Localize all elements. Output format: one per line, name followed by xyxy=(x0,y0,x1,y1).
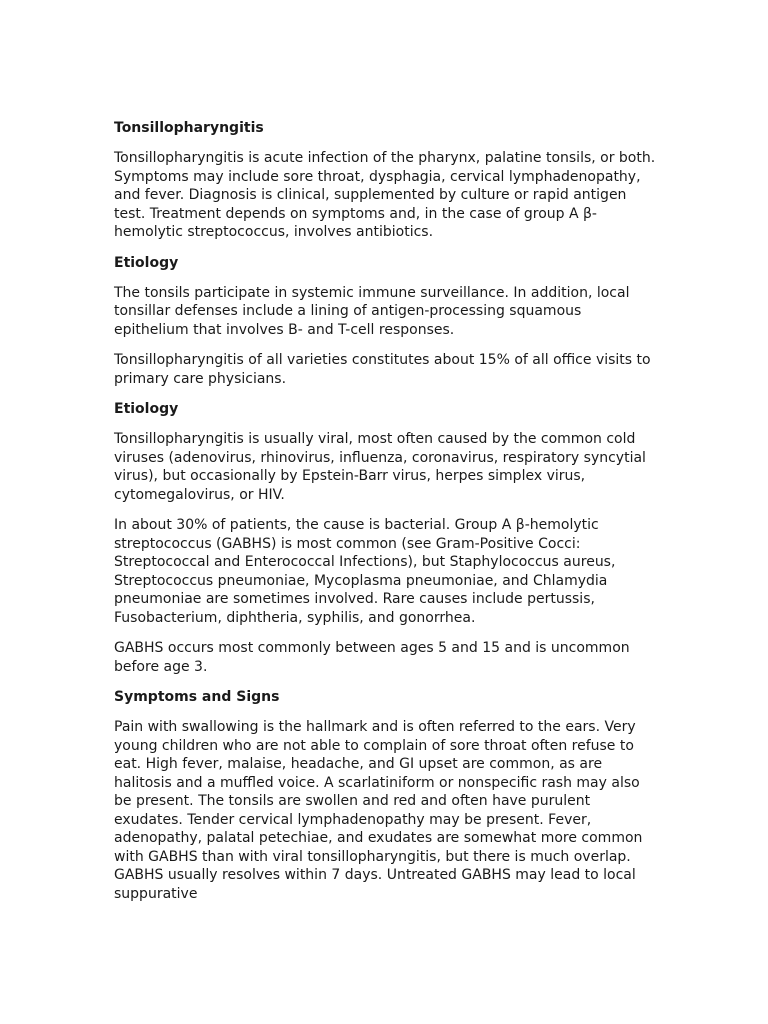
document-page xyxy=(114,119,659,915)
section-heading: Symptoms and Signs xyxy=(114,689,280,705)
section-intro xyxy=(114,149,659,242)
paragraph: Tonsillopharyngitis of all varieties constitutes about 15% of all office visits to primary care physicians. xyxy=(114,352,651,387)
paragraph: Tonsillopharyngitis is usually viral, most often caused by the common cold viruses (adenovirus, rhinovirus, influenza, coronavirus, respiratory syncytial virus), but occasionally by Epstein-Barr virus, herpes simplex virus, cytomegalovirus, or HIV. xyxy=(114,431,646,503)
section-etiology-2 xyxy=(114,400,659,676)
paragraph: Pain with swallowing is the hallmark and is often referred to the ears. Very young children who are not able to complain of sore throat often refuse to eat. High fever, malaise, headache, and GI upset are common, as are halitosis and a muffled voice. A scarlatiniform or nonspecific rash may also be present. The tonsils are swollen and red and often have purulent exudates. Tender cervical lymphadenopathy may be present. Fever, adenopathy, palatal petechiae, and exudates are somewhat more common with GABHS than with viral tonsillopharyngitis, but there is much overlap. GABHS usually resolves within 7 days. Untreated GABHS may lead to local suppurative xyxy=(114,719,643,902)
section-heading: Etiology xyxy=(114,254,179,271)
section-symptoms-and-signs xyxy=(114,688,659,903)
document-body xyxy=(114,149,659,903)
document-title: Tonsillopharyngitis xyxy=(114,120,264,136)
paragraph: The tonsils participate in systemic immune surveillance. In addition, local tonsillar defenses include a lining of antigen-processing squamous epithelium that involves B- and T-cell responses. xyxy=(114,284,630,338)
section-heading: Etiology xyxy=(114,401,179,417)
section-etiology-1 xyxy=(114,254,659,389)
paragraph: Tonsillopharyngitis is acute infection of the pharynx, palatine tonsils, or both. Symptoms may include sore throat, dysphagia, cervical lymphadenopathy, and fever. Diagnosis is clinical, supplemented by culture or rapid antigen test. Treatment depends on symptoms and, in the case of group A β-hemolytic streptococcus, involves antibiotics. xyxy=(114,150,656,240)
paragraph: In about 30% of patients, the cause is bacterial. Group A β-hemolytic streptococcus (GABHS) is most common (see Gram-Positive Cocci: Streptococcal and Enterococcal Infections), but Staphylococcus aureus, Streptococcus pneumoniae, Mycoplasma pneumoniae, and Chlamydia pneumoniae are sometimes involved. Rare causes include pertussis, Fusobacterium, diphtheria, syphilis, and gonorrhea. xyxy=(114,517,616,626)
paragraph: GABHS occurs most commonly between ages 5 and 15 and is uncommon before age 3. xyxy=(114,640,630,675)
